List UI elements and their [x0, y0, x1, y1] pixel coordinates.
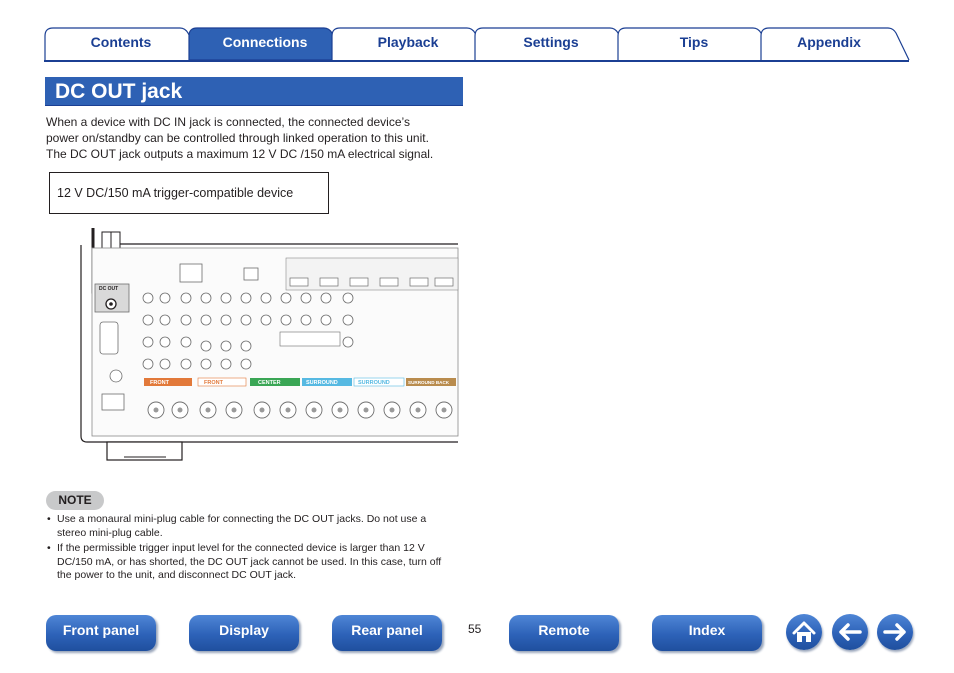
rca-jack: [321, 315, 331, 325]
rca-jack: [281, 315, 291, 325]
rca-jack: [261, 293, 271, 303]
terminal-center: [206, 408, 211, 413]
rca-jack: [221, 293, 231, 303]
speaker-front-l-label: FRONT: [150, 380, 169, 386]
text-line: DC/150 mA, or has shorted, the DC OUT jack cannot be used. In this case, turn off: [57, 555, 442, 568]
rca-jack: [201, 293, 211, 303]
body-paragraph-2: [46, 146, 466, 162]
rca-jack: [181, 315, 191, 325]
tab-appendix[interactable]: [760, 27, 910, 61]
dc-out-label: DC OUT: [99, 286, 119, 292]
antenna-jack: [110, 370, 122, 382]
hdmi-block: [286, 258, 458, 290]
speaker-center-label: CENTER: [258, 380, 281, 386]
speaker-front-r-label: FRONT: [204, 380, 223, 386]
back-button[interactable]: [832, 614, 868, 650]
home-icon: [786, 614, 822, 650]
page-number: 55: [468, 622, 482, 636]
antenna-am-terminal: [102, 394, 124, 410]
tab-label: Tips: [679, 34, 709, 50]
rca-jack: [261, 315, 271, 325]
rca-jack: [143, 359, 153, 369]
terminal-center: [154, 408, 159, 413]
arrow-right-icon: [877, 614, 913, 650]
speaker-surround-back-label: SURROUND BACK: [408, 380, 450, 385]
terminal-center: [178, 408, 183, 413]
tab-underline: [44, 60, 909, 62]
hdmi-port: [435, 278, 453, 286]
hdmi-port: [380, 278, 398, 286]
terminal-center: [364, 408, 369, 413]
speaker-surround-r-label: SURROUND: [358, 380, 390, 386]
terminal-center: [416, 408, 421, 413]
text-line: • If the permissible trigger input level for the connected device is larger than 12 V: [57, 542, 425, 554]
arrow-left-icon: [832, 614, 868, 650]
rca-jack: [221, 359, 231, 369]
tab-label: Contents: [90, 34, 152, 50]
rca-jack: [143, 337, 153, 347]
tab-label: Appendix: [797, 34, 861, 50]
rca-jack: [201, 341, 211, 351]
rca-jack: [181, 337, 191, 347]
text-line: power on/standby can be controlled through linked operation to this unit.: [46, 131, 429, 145]
hdmi-port: [290, 278, 308, 286]
rca-jack: [241, 341, 251, 351]
rca-jack: [301, 315, 311, 325]
rca-jack: [241, 359, 251, 369]
text-line: When a device with DC IN jack is connected, the connected device’s: [46, 115, 410, 129]
body-paragraph-1: [46, 114, 466, 146]
hdmi-port: [410, 278, 428, 286]
usb-port: [244, 268, 258, 280]
terminal-center: [442, 408, 447, 413]
terminal-center: [338, 408, 343, 413]
rear-panel-button[interactable]: Rear panel: [332, 615, 442, 651]
rca-jack: [241, 293, 251, 303]
page-title-bar: [45, 77, 463, 106]
rca-jack: [160, 315, 170, 325]
speaker-surround-l-label: SURROUND: [306, 380, 338, 386]
rca-jack: [343, 315, 353, 325]
rs232c-port: [100, 322, 118, 354]
terminal-center: [232, 408, 237, 413]
terminal-center: [390, 408, 395, 413]
text-line: stereo mini-plug cable.: [57, 526, 163, 539]
rca-jack: [343, 293, 353, 303]
front-panel-button[interactable]: Front panel: [46, 615, 156, 651]
rca-jack: [143, 293, 153, 303]
terminal-center: [312, 408, 317, 413]
page-title: DC OUT jack: [55, 80, 183, 103]
rca-jack: [321, 293, 331, 303]
text-line: The DC OUT jack outputs a maximum 12 V DC /150 mA electrical signal.: [46, 147, 434, 161]
forward-button[interactable]: [877, 614, 913, 650]
home-button[interactable]: [786, 614, 822, 650]
hdmi-port: [350, 278, 368, 286]
rca-jack: [181, 359, 191, 369]
dc-out-jack-center: [109, 302, 113, 306]
rca-jack: [143, 315, 153, 325]
rca-jack: [160, 293, 170, 303]
tab-label: Playback: [377, 34, 439, 50]
rca-jack: [201, 315, 211, 325]
rca-jack: [241, 315, 251, 325]
rca-jack: [281, 293, 291, 303]
rca-jack: [221, 315, 231, 325]
preout-connector: [280, 332, 340, 346]
remote-button[interactable]: Remote: [509, 615, 619, 651]
device-label: 12 V DC/150 mA trigger-compatible device: [57, 186, 294, 200]
tab-bar: [44, 27, 910, 61]
note-bullet-2: [57, 542, 465, 583]
rca-jack: [160, 337, 170, 347]
ethernet-port: [180, 264, 202, 282]
note-bullet-1: [57, 513, 465, 540]
rear-panel-illustration: [80, 228, 460, 466]
tab-label: Connections: [222, 34, 308, 50]
rca-jack: [221, 341, 231, 351]
index-button[interactable]: Index: [652, 615, 762, 651]
rca-jack: [301, 293, 311, 303]
note-badge: NOTE: [46, 491, 104, 510]
text-line: • Use a monaural mini-plug cable for connecting the DC OUT jacks. Do not use a: [57, 513, 427, 525]
trigger-device-box: [49, 172, 329, 214]
terminal-center: [286, 408, 291, 413]
hdmi-port: [320, 278, 338, 286]
terminal-center: [260, 408, 265, 413]
rca-jack: [343, 337, 353, 347]
text-line: the power to the unit, and disconnect DC OUT jack.: [57, 569, 297, 581]
display-button[interactable]: Display: [189, 615, 299, 651]
tab-label: Settings: [523, 34, 579, 50]
rca-jack: [160, 359, 170, 369]
rca-jack: [181, 293, 191, 303]
rca-jack: [201, 359, 211, 369]
